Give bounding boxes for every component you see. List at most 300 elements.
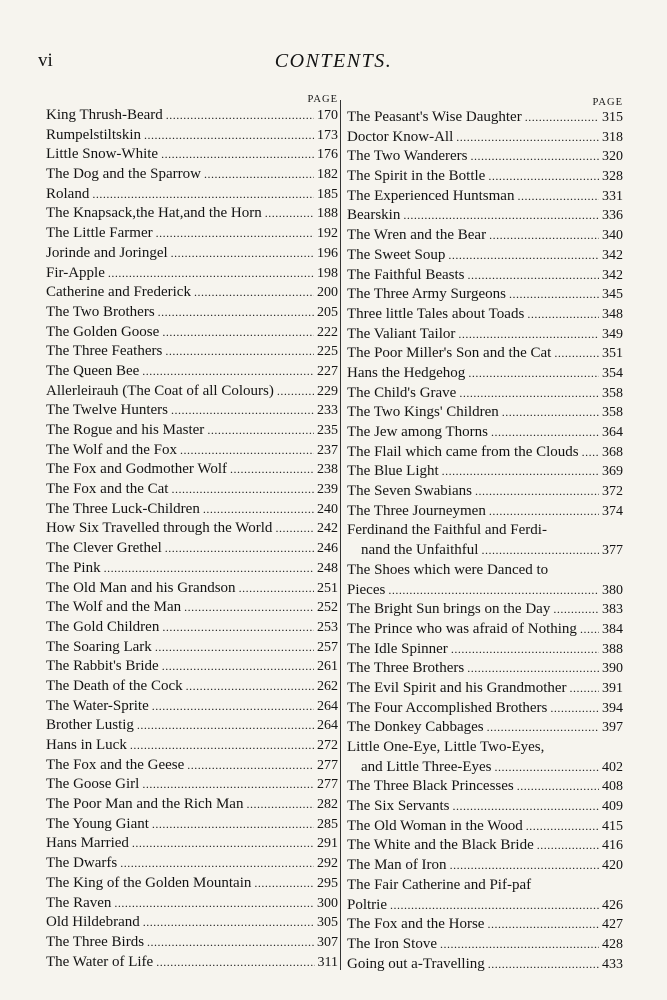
dot-leader [467, 659, 599, 679]
entry-page: 351 [602, 346, 623, 362]
entry-page: 277 [317, 757, 338, 773]
entry-title: The Fox and Godmother Wolf [46, 461, 227, 478]
dot-leader [207, 421, 314, 441]
entry-title: King Thrush-Beard [46, 107, 163, 123]
dot-leader [187, 756, 314, 776]
dot-leader [156, 224, 314, 244]
dot-leader [390, 896, 599, 916]
dot-leader [239, 579, 314, 599]
entry-title: Fir-Apple [46, 264, 105, 281]
contents-entry [46, 460, 338, 480]
dot-leader [491, 423, 599, 443]
dot-leader [104, 559, 314, 579]
entry-page: 428 [602, 936, 623, 952]
entry-title: The Experienced Huntsman [347, 187, 515, 204]
entry-page: 277 [317, 777, 338, 793]
dot-leader [502, 403, 599, 423]
entry-page: 391 [602, 680, 623, 696]
contents-entry [347, 344, 623, 364]
entry-page: 242 [317, 521, 338, 537]
dot-leader [161, 145, 314, 165]
entry-title: The Shoes which were Danced to [347, 561, 549, 578]
entry-title: The Queen Bee [46, 362, 140, 379]
contents-entry [347, 659, 623, 679]
entry-page: 238 [317, 462, 338, 478]
dot-leader [450, 856, 599, 876]
contents-entry [46, 736, 338, 756]
entry-page: 374 [602, 503, 623, 519]
entry-page: 264 [317, 718, 338, 734]
entry-page: 285 [317, 816, 338, 832]
dot-leader [156, 953, 314, 973]
contents-entry [347, 305, 623, 325]
contents-entry [46, 657, 338, 677]
entry-title: Hans the Hedgehog [347, 364, 466, 381]
entry-title: The Three Brothers [347, 660, 465, 677]
dot-leader [277, 382, 314, 402]
dot-leader [180, 441, 314, 461]
column-divider [340, 100, 341, 970]
entry-title: The Iron Stove [347, 935, 437, 952]
page-column-header: PAGE [592, 97, 623, 108]
dot-leader [526, 817, 599, 837]
entry-title: Bearskin [347, 207, 401, 224]
entry-title: The Death of the Cock [46, 677, 183, 694]
entry-title: The Poor Miller's Son and the Cat [347, 345, 552, 362]
dot-leader [475, 482, 599, 502]
entry-page: 409 [602, 799, 623, 815]
entry-title: The Two Kings' Children [347, 404, 499, 421]
entry-title: The Two Brothers [46, 303, 155, 320]
entry-title: The Flail which came from the Clouds [347, 443, 579, 460]
entry-title: Little Snow-White [46, 146, 159, 163]
contents-entry [46, 775, 338, 795]
entry-page: 426 [602, 897, 623, 913]
entry-title: Allerleirauh (The Coat of all Colours) [46, 382, 274, 399]
entry-page: 384 [602, 621, 623, 637]
entry-page: 408 [602, 779, 623, 795]
contents-entry [347, 699, 623, 719]
contents-entry [46, 500, 338, 520]
contents-entry [46, 224, 338, 244]
entry-page: 291 [317, 836, 338, 852]
dot-leader [162, 618, 314, 638]
entry-page: 192 [317, 226, 338, 242]
entry-title: Little One-Eye, Little Two-Eyes, [347, 739, 545, 755]
contents-entry [46, 874, 338, 894]
dot-leader [194, 283, 314, 303]
contents-entry [347, 955, 623, 975]
dot-leader [186, 677, 314, 697]
entry-title: Poltrie [347, 896, 387, 913]
contents-entry [46, 756, 338, 776]
contents-entry [347, 384, 623, 404]
entry-title: Hans in Luck [46, 737, 127, 753]
contents-entry [46, 519, 338, 539]
contents-entry [347, 797, 623, 817]
contents-entry [347, 915, 623, 935]
contents-entry [347, 777, 623, 797]
contents-entry [46, 618, 338, 638]
dot-leader [481, 541, 599, 561]
entry-title: The Peasant's Wise Daughter [347, 109, 522, 125]
dot-leader [246, 795, 314, 815]
dot-leader [120, 854, 314, 874]
dot-leader [582, 443, 599, 463]
entry-title: The Faithful Beasts [347, 266, 465, 283]
entry-page: 342 [602, 247, 623, 263]
entry-page: 377 [602, 543, 623, 559]
entry-page: 248 [317, 560, 338, 576]
entry-title: The Six Servants [347, 798, 450, 815]
entry-page: 292 [317, 856, 338, 872]
dot-leader [458, 325, 599, 345]
contents-entry [347, 108, 623, 128]
contents-entry [46, 539, 338, 559]
dot-leader [467, 266, 599, 286]
entry-title: The Dog and the Sparrow [46, 166, 201, 183]
entry-title: The Poor Man and the Rich Man [46, 796, 244, 813]
entry-page: 198 [317, 265, 338, 281]
entry-page: 318 [602, 129, 623, 145]
entry-page: 336 [602, 208, 623, 224]
entry-title: The King of the Golden Mountain [46, 874, 252, 891]
contents-entry [46, 362, 338, 382]
contents-entry [46, 421, 338, 441]
entry-page: 372 [602, 484, 623, 500]
entry-page: 251 [317, 580, 338, 596]
entry-page: 237 [317, 442, 338, 458]
contents-entry [46, 441, 338, 461]
contents-left-column [46, 94, 338, 972]
contents-entry [347, 856, 623, 876]
dot-leader [448, 246, 599, 266]
dot-leader [489, 226, 599, 246]
entry-page: 307 [317, 934, 338, 950]
dot-leader [108, 264, 314, 284]
dot-leader [165, 342, 314, 362]
dot-leader [456, 128, 599, 148]
entry-page: 233 [317, 403, 338, 419]
entry-title: The Knapsack,the Hat,and the Horn [46, 205, 262, 222]
dot-leader [171, 244, 314, 264]
dot-leader [166, 106, 314, 126]
entry-title: The Soaring Lark [46, 638, 152, 655]
dot-leader [580, 620, 599, 640]
contents-entry [46, 697, 338, 717]
dot-leader [171, 401, 314, 421]
entry-page: 345 [602, 287, 623, 303]
entry-page: 331 [602, 188, 623, 204]
contents-entry [347, 147, 623, 167]
entry-title: The Donkey Cabbages [347, 719, 484, 736]
entry-page: 240 [317, 501, 338, 517]
entry-page: 261 [317, 659, 338, 675]
dot-leader [204, 165, 314, 185]
contents-entry [46, 716, 338, 736]
entry-page: 390 [602, 661, 623, 677]
contents-entry [347, 836, 623, 856]
contents-entry [347, 758, 623, 778]
entry-page: 235 [317, 423, 338, 438]
entry-page: 173 [317, 127, 338, 143]
contents-entry [347, 462, 623, 482]
entry-page: 340 [602, 228, 623, 244]
dot-leader [152, 815, 314, 835]
dot-leader [442, 462, 599, 482]
contents-entry [46, 283, 338, 303]
contents-entry [46, 145, 338, 165]
entry-title: nand the Unfaithful [361, 542, 479, 559]
contents-entry [46, 854, 338, 874]
contents-entry [46, 894, 338, 914]
contents-entry [46, 953, 338, 973]
dot-leader [92, 185, 314, 205]
dot-leader [517, 777, 599, 797]
entry-page: 383 [602, 602, 623, 618]
entry-title: Doctor Know-All [347, 128, 454, 145]
contents-entry [347, 246, 623, 266]
contents-entry [347, 876, 623, 896]
entry-title: The Bright Sun brings on the Day [347, 601, 551, 618]
entry-title: The Three Journeymen [347, 502, 486, 519]
contents-entry [347, 325, 623, 345]
contents-entry [347, 935, 623, 955]
dot-leader [158, 303, 314, 323]
entry-page: 328 [602, 169, 623, 185]
dot-leader [527, 305, 599, 325]
entry-title: The Clever Grethel [46, 540, 162, 557]
entry-title: The White and the Black Bride [347, 837, 534, 854]
entry-title: The Spirit in the Bottle [347, 168, 486, 185]
contents-entry [347, 600, 623, 620]
dot-leader [570, 679, 599, 699]
entry-page: 239 [317, 482, 338, 498]
contents-entry [347, 620, 623, 640]
dot-leader [403, 206, 599, 226]
contents-entry [46, 323, 338, 343]
dot-leader [165, 539, 314, 559]
contents-entry [347, 896, 623, 916]
dot-leader [144, 126, 314, 146]
contents-entry [46, 244, 338, 264]
contents-entry [46, 913, 338, 933]
contents-entry [347, 206, 623, 226]
dot-leader [230, 460, 314, 480]
entry-title: The Idle Spinner [347, 640, 448, 657]
entry-page: 196 [317, 245, 338, 261]
contents-entry [46, 185, 338, 205]
contents-entry [347, 541, 623, 561]
entry-page: 415 [602, 818, 623, 834]
entry-page: 252 [317, 600, 338, 616]
dot-leader [147, 933, 314, 953]
dot-leader [388, 581, 599, 601]
entry-title: and Little Three-Eyes [361, 758, 492, 775]
entry-page: 262 [317, 678, 338, 694]
contents-entry [46, 382, 338, 402]
contents-entry [46, 165, 338, 185]
entry-page: 402 [602, 759, 623, 775]
entry-title: How Six Travelled through the World [46, 520, 273, 537]
dot-leader [550, 699, 599, 719]
contents-entry [46, 677, 338, 697]
dot-leader [265, 204, 314, 224]
entry-title: The Wolf and the Fox [46, 441, 177, 458]
entry-title: The Man of Iron [347, 857, 447, 874]
entry-title: The Prince who was afraid of Nothing [347, 620, 577, 637]
entry-title: The Four Accomplished Brothers [347, 699, 548, 716]
entry-page: 320 [602, 149, 623, 165]
entry-title: The Seven Swabians [347, 483, 472, 500]
entry-page: 416 [602, 838, 623, 854]
entry-page: 282 [317, 797, 338, 813]
contents-entry [46, 933, 338, 953]
entry-page: 264 [317, 698, 338, 714]
entry-page: 420 [602, 858, 623, 874]
contents-entry [347, 521, 623, 541]
entry-page: 394 [602, 700, 623, 716]
contents-entry [46, 303, 338, 323]
contents-entry [347, 364, 623, 384]
dot-leader [489, 502, 599, 522]
entry-page: 182 [317, 167, 338, 183]
entry-page: 246 [317, 541, 338, 557]
entry-page: 257 [317, 639, 338, 655]
entry-title: The Water-Sprite [46, 697, 149, 714]
contents-entry [46, 204, 338, 224]
contents-entry [347, 640, 623, 660]
entry-title: The Golden Goose [46, 323, 160, 340]
entry-title: The Pink [46, 559, 101, 576]
contents-entry [347, 718, 623, 738]
page-title: CONTENTS. [274, 50, 393, 72]
entry-page: 364 [602, 425, 623, 440]
dot-leader [509, 285, 599, 305]
contents-entry [347, 128, 623, 148]
entry-page: 433 [602, 956, 623, 972]
contents-entry [347, 443, 623, 463]
entry-title: Roland [46, 185, 90, 202]
entry-title: The Jew among Thorns [347, 424, 488, 440]
entry-title: Hans Married [46, 835, 129, 852]
contents-entry [347, 285, 623, 305]
entry-title: The Old Woman in the Wood [347, 817, 523, 834]
entry-title: The Three Black Princesses [347, 778, 514, 795]
entry-page: 295 [317, 875, 338, 891]
dot-leader [553, 600, 599, 620]
contents-entry [46, 598, 338, 618]
entry-title: The Rogue and his Master [46, 422, 205, 438]
entry-page: 369 [602, 464, 623, 480]
dot-leader [488, 167, 599, 187]
contents-entry [347, 482, 623, 502]
entry-page: 229 [317, 383, 338, 399]
page-column-header: PAGE [307, 94, 338, 105]
contents-entry [347, 561, 623, 581]
entry-title: The Two Wanderers [347, 148, 468, 165]
entry-page: 188 [317, 206, 338, 222]
dot-leader [468, 364, 599, 384]
dot-leader [459, 384, 599, 404]
contents-entry [46, 559, 338, 579]
entry-page: 397 [602, 720, 623, 736]
entry-title: Old Hildebrand [46, 914, 140, 931]
contents-entry [46, 126, 338, 146]
contents-entry [46, 264, 338, 284]
entry-page: 358 [602, 385, 623, 401]
entry-page: 380 [602, 582, 623, 598]
contents-entry [347, 423, 623, 443]
dot-leader [525, 108, 599, 128]
entry-title: Brother Lustig [46, 717, 134, 734]
entry-page: 349 [602, 326, 623, 342]
entry-page: 342 [602, 267, 623, 283]
contents-entry [347, 502, 623, 522]
page-number: vi [38, 50, 53, 71]
dot-leader [152, 697, 314, 717]
entry-title: The Young Giant [46, 815, 149, 832]
dot-leader [537, 836, 599, 856]
dot-leader [114, 894, 314, 914]
contents-entry [46, 579, 338, 599]
entry-page: 185 [317, 186, 338, 202]
dot-leader [470, 147, 599, 167]
entry-page: 205 [317, 304, 338, 320]
entry-page: 348 [602, 306, 623, 322]
entry-title: The Three Luck-Children [46, 500, 200, 517]
dot-leader [554, 344, 599, 364]
entry-page: 200 [317, 285, 338, 301]
contents-entry [46, 401, 338, 421]
dot-leader [453, 797, 600, 817]
dot-leader [495, 758, 599, 778]
contents-right-column [347, 94, 623, 974]
contents-entry [347, 738, 623, 758]
contents-entry [46, 815, 338, 835]
entry-title: The Blue Light [347, 463, 439, 480]
entry-page: 311 [317, 954, 338, 970]
entry-title: The Old Man and his Grandson [46, 579, 236, 596]
entry-title: The Three Army Surgeons [347, 286, 507, 303]
entry-page: 300 [317, 895, 338, 911]
entry-page: 176 [317, 147, 338, 163]
contents-entry [347, 226, 623, 246]
dot-leader [155, 638, 314, 658]
entry-title: Going out a-Travelling [347, 955, 485, 972]
entry-title: Rumpelstiltskin [46, 126, 142, 143]
entry-title: The Fair Catherine and Pif-paf [347, 876, 532, 893]
dot-leader [517, 187, 599, 207]
dot-leader [451, 640, 599, 660]
dot-leader [203, 500, 314, 520]
entry-title: The Sweet Soup [347, 246, 446, 263]
entry-title: The Twelve Hunters [46, 402, 168, 419]
entry-page: 227 [317, 363, 338, 379]
dot-leader [275, 519, 314, 539]
contents-entry [46, 480, 338, 500]
dot-leader [171, 480, 314, 500]
entry-page: 354 [602, 365, 623, 381]
entry-title: The Wren and the Bear [347, 227, 487, 244]
entry-title: Catherine and Frederick [46, 284, 191, 301]
dot-leader [162, 657, 314, 677]
dot-leader [487, 915, 599, 935]
entry-page: 225 [317, 344, 338, 360]
entry-page: 315 [602, 110, 623, 125]
entry-page: 222 [317, 324, 338, 340]
dot-leader [440, 935, 599, 955]
